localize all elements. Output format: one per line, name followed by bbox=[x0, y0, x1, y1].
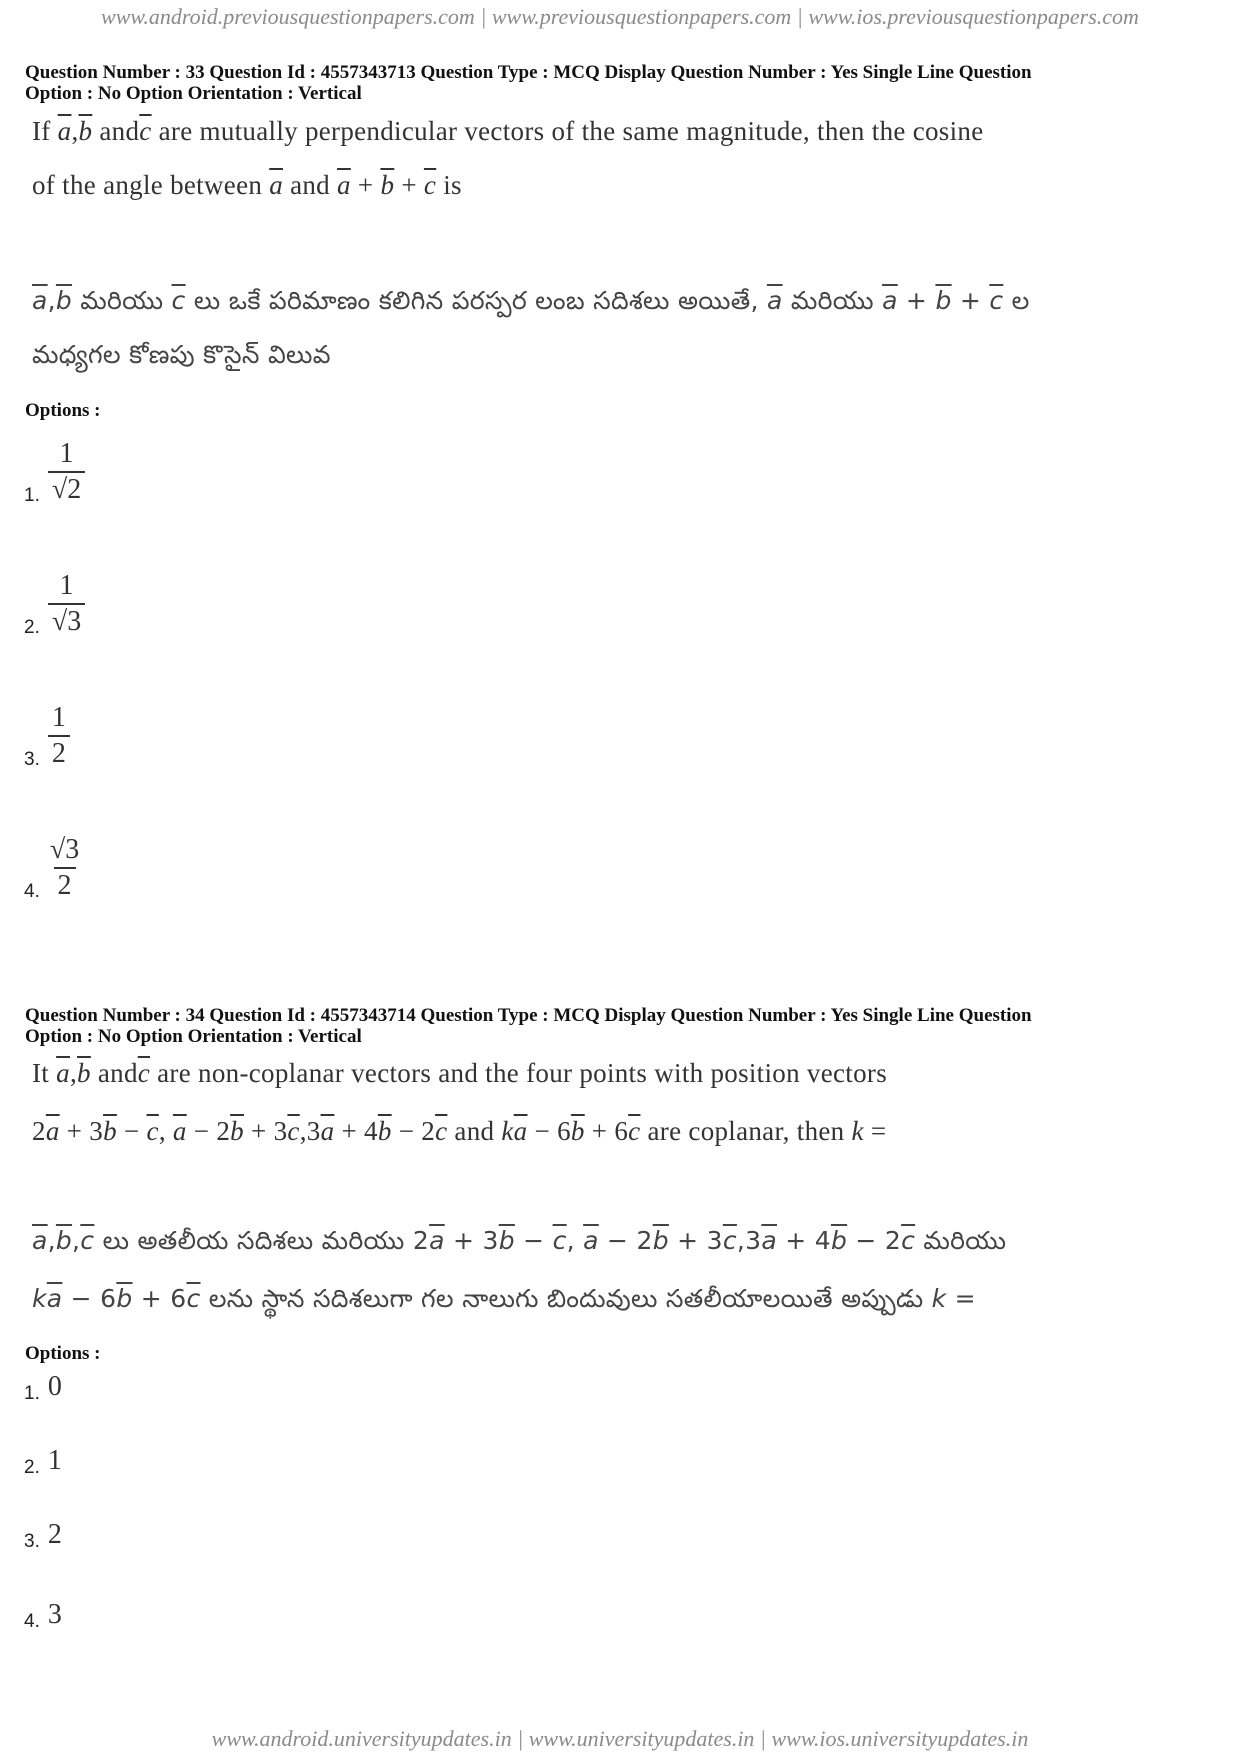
q33-english-line2: of the angle between $\overline{a}$ and $\overline{a} + \overline{b} + \overline{c}$ is bbox=[32, 170, 462, 200]
q34-english-line2: $2\overline{a} + 3\overline{b} - \overline{c}$, $\overline{a} - 2\overline{b} + 3\overline{c},3\overline{a} + 4\overline{b} - 2\overline{c}$ and $k\overline{a} - 6\overline{b} + 6\overline{c}$ are coplanar, then k = bbox=[32, 1116, 887, 1146]
option-number: 4. bbox=[24, 1611, 40, 1632]
option-value: 1 bbox=[47, 1445, 62, 1476]
q33-option-2[interactable] bbox=[24, 570, 85, 638]
option-number: 1. bbox=[24, 1383, 40, 1404]
option-value: 3 bbox=[47, 1599, 62, 1630]
option-value: 0 bbox=[47, 1371, 62, 1402]
option-fraction: $\frac{1}{√3}$ bbox=[48, 570, 85, 638]
option-number: 3. bbox=[24, 749, 40, 770]
q34-meta-line2: Option : No Option Orientation : Vertical bbox=[25, 1026, 362, 1047]
option-number: 4. bbox=[24, 881, 40, 902]
q33-options-label: Options : bbox=[25, 400, 101, 421]
q33-meta-line2: Option : No Option Orientation : Vertical bbox=[25, 83, 362, 104]
footer-links: www.android.universityupdates.in | www.universityupdates.in | www.ios.universityupdates.in bbox=[211, 1726, 1029, 1751]
q34-options-label: Options : bbox=[25, 1343, 101, 1364]
header-links: www.android.previousquestionpapers.com | www.previousquestionpapers.com | www.ios.previousquestionpapers.com bbox=[101, 4, 1139, 29]
q34-english-line1: It $\overline{a},\overline{b}$ $and\overline{c}$ are non-coplanar vectors and the four points with position vectors bbox=[32, 1058, 887, 1088]
q34-telugu-line2: $k\overline{a} - 6\overline{b} + 6\overline{c}$ లను స్థాన సదిశలుగా గల నాలుగు బిందువులు సతలీయాలయితే అప్పుడు k = bbox=[32, 1284, 976, 1313]
q33-option-4[interactable] bbox=[24, 834, 81, 902]
q33-option-1[interactable] bbox=[24, 438, 85, 506]
q33-telugu-line1: $\overline{a},\overline{b}$ మరియు $\overline{c}$ లు ఒకే పరిమాణం కలిగిన పరస్పర లంబ సదిశలు అయితే, $\overline{a}$ మరియు $\overline{a} + \overline{b} + \overline{c}$ ల bbox=[32, 286, 1030, 315]
q34-option-4[interactable] bbox=[24, 1600, 62, 1632]
q34-option-3[interactable] bbox=[24, 1520, 62, 1552]
option-number: 1. bbox=[24, 485, 40, 506]
option-fraction: $\frac{1}{√2}$ bbox=[48, 438, 85, 506]
q34-telugu-line1: $\overline{a},\overline{b},\overline{c}$ లు అతలీయ సదిశలు మరియు $2\overline{a} + 3\overline{b} - \overline{c}$, $\overline{a} - 2\overline{b} + 3\overline{c},3\overline{a} + 4\overline{b} - 2\overline{c}$ మరియు bbox=[32, 1226, 1007, 1255]
q33-meta-line1: Question Number : 33 Question Id : 4557343713 Question Type : MCQ Display Question Number : Yes Single Line Question bbox=[25, 62, 1032, 83]
q33-english-line1: If $\overline{a},\overline{b}$ $and\overline{c}$ are mutually perpendicular vectors of the same magnitude, then the cosine bbox=[32, 116, 984, 146]
option-value: 2 bbox=[47, 1519, 62, 1550]
option-fraction: $\frac{√3}{2}$ bbox=[49, 834, 80, 901]
q33-option-3[interactable] bbox=[24, 702, 70, 770]
q33-meta bbox=[25, 62, 1225, 104]
q34-option-1[interactable] bbox=[24, 1372, 62, 1404]
q33-telugu-line2: మధ్యగల కోణపు కొసైన్ విలువ bbox=[32, 340, 331, 369]
option-fraction: $\frac{1}{2}$ bbox=[48, 702, 70, 770]
q34-meta bbox=[25, 1005, 1225, 1047]
q34-meta-line1: Question Number : 34 Question Id : 4557343714 Question Type : MCQ Display Question Number : Yes Single Line Question bbox=[25, 1005, 1032, 1026]
q34-option-2[interactable] bbox=[24, 1446, 62, 1478]
option-number: 3. bbox=[24, 1531, 40, 1552]
option-number: 2. bbox=[24, 1457, 40, 1478]
option-number: 2. bbox=[24, 617, 40, 638]
